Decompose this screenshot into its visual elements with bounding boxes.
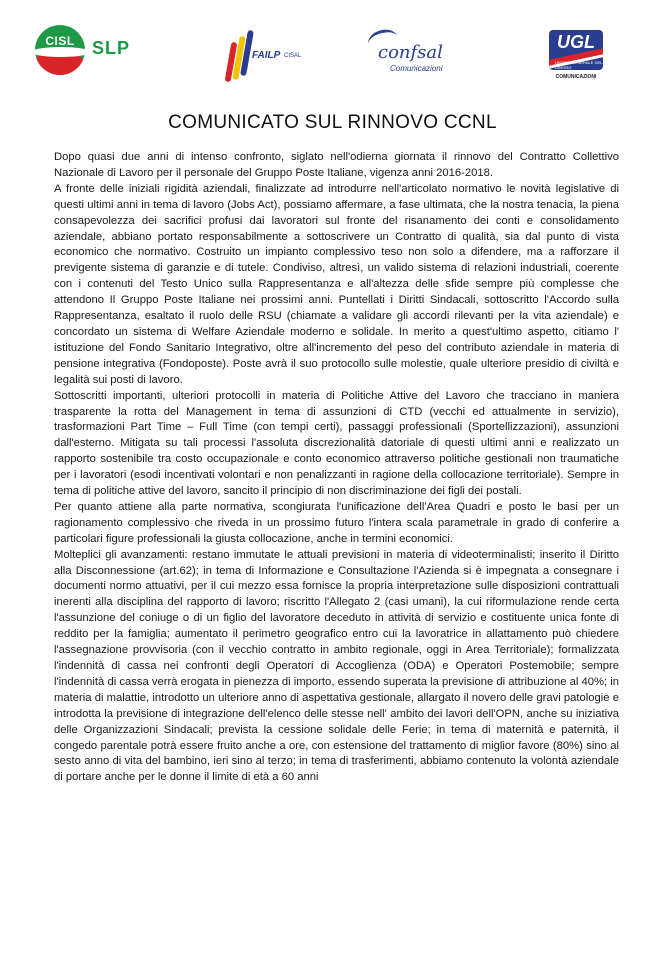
paragraph: Per quanto attiene alla parte normativa, scongiurata l'unificazione dell'Area Quadri e posto le basi per un ragionamento complessivo che riveda in un prossimo futuro l'intera scala parametrale in grado di conferire a particolari figure professionali la giusta collocazione, anche in termini economici.: [54, 500, 619, 545]
ugl-mark-text: UGL: [557, 32, 595, 52]
ugl-sub-text: UNIONE GENERALE DEL LAVORO: [555, 60, 603, 70]
failp-sub: CISAL: [284, 53, 302, 59]
confsal-logo: [368, 30, 468, 80]
cisl-slp-logo: [30, 20, 140, 80]
confsal-name: confsal: [378, 42, 443, 63]
ugl-logo: [545, 30, 607, 86]
paragraph: Molteplici gli avanzamenti: restano immutate le attuali previsioni in materia di videoterminalisti; inserito il Diritto alla Disconnessione (art.62); in tema di Informazione e Consultazione l'Azienda si è impegnata a consegnare i documenti normo attuativi, per il cui mezzo essa fornisce la propria interpretazione sulle disposizioni contrattuali inerenti alla disciplina del rapporto di lavoro; riscritto l'Allegato 2 (casi umani), la cui riformulazione rende certa l'assunzione del coniuge o di un figlio del lavoratore deceduto in attività di servizio e costituente unica fonte di reddito per la famiglia; aumentato il perimetro geografico entro cui la lavoratrice in allattamento può chiedere l'assegnazione provvisoria (con il vecchio contratto in ambito regionale, oggi in Area Territoriale); formalizzata l'indennità di cassa nei confronti degli Operatori di Accoglienza (ODA) e Operatori Postemobile; sempre l'indennità di cassa verrà erogata in pienezza di importo, essendo superata la previsione di attribuzione al 40%; in materia di malattie, introdotto un ulteriore anno di aspettativa gestionale, allargato il novero delle gravi patologie e introdotta la previsione di integrazione dell'elenco delle stesse nell' ambito dei lavori dell'OPN, anche su iniziativa delle Organizzazioni Sindacali; prevista la cessione solidale delle Ferie; in tema di maternità e paternità, il congedo parentale potrà essere fruito anche a ore, con estensione del trattamento di miglior favore (80%) sino al sesto anno di vita del bambino, ieri sino al terzo; in tema di trasferimenti, abbiamo contenuto la volontà aziendale di portare anche per le donne il limite di età a 60 anni: [54, 548, 619, 784]
cisl-slp-text: SLP: [92, 38, 131, 58]
cisl-emblem: [35, 25, 85, 75]
logo-header: [0, 0, 665, 105]
paragraph: Sottoscritti importanti, ulteriori protocolli in materia di Politiche Attive del Lavoro che tracciano in maniera trasparente la rotta del Management in tema di assunzioni di CTD (vecchi ed attualmente in servizio), trasformazioni Part Time – Full Time (con tempi certi), passaggi professionali (Sportellizzazioni), assunzioni dall'esterno. Mitigata su tali processi l'assoluta discrezionalità datoriale di questi ultimi anni e realizzato un rapporto sostenibile tra costo occupazionale e conto economico attraverso politiche gestionali non traumatiche per i lavoratori (esodi incentivati volontari e non penalizzanti in ragione della collocazione territoriale). Sempre in tema di politiche attive del lavoro, sancito il principio di non discriminazione dei figli dei postali.: [54, 389, 619, 498]
cisl-mark-text: CISL: [45, 34, 75, 48]
failp-name: FAILP: [252, 50, 281, 61]
failp-logo: [224, 28, 304, 90]
document-body: [54, 150, 619, 786]
ugl-comunicazioni-text: COMUNICAZIONI: [555, 74, 597, 80]
confsal-sub: Comunicazioni: [390, 64, 443, 73]
document-title: COMUNICATO SUL RINNOVO CCNL: [168, 112, 497, 133]
paragraph: Dopo quasi due anni di intenso confronto, siglato nell'odierna giornata il rinnovo del Contratto Collettivo Nazionale di Lavoro per il personale del Gruppo Poste Italiane, vigenza anni 2016-2018.: [54, 151, 619, 179]
ugl-emblem: [549, 30, 603, 70]
paragraph: A fronte delle iniziali rigidità aziendali, finalizzate ad introdurre nell'articolato normativo le novità legislative di questi ultimi anni in tema di lavoro (Jobs Act), possiamo affermare, a fase ultimata, che la nostra tenacia, la piena consapevolezza dei sacrifici profusi dai lavoratori sul fronte del risanamento dei conti e consolidamento aziendale, abbiano portato responsabilmente a sottoscrivere un Contratto di qualità, sia dal punto di vista economico che normativo. Costruito un impianto complessivo teso non solo a difendere, ma a rafforzare il previgente sistema di garanzie e di tutele. Condiviso, altresì, un valido sistema di relazioni industriali, coerente con i contenuti del Testo Unico sulla Rappresentanza e all'altezza delle sfide sempre più complesse che attendono Il Gruppo Poste Italiane nei prossimi anni. Puntellati i Diritti Sindacali, sottoscritto l'Accordo sulla Rappresentanza, esaltato il ruolo delle RSU (chiamate a validare gli accordi rilevanti per la vita aziendale) e concordato un sistema di Welfare Aziendale moderno e solidale. In merito a quest'ultimo aspetto, citiamo l' istituzione del Fondo Sanitario Integrativo, oltre all'incremento del peso del contributo aziendale in materia di pensione integrativa (Fondoposte). Poste avrà il suo protocollo sulle molestie, quale ulteriore presidio di civiltà e legalità sui posti di lavoro.: [54, 182, 619, 386]
